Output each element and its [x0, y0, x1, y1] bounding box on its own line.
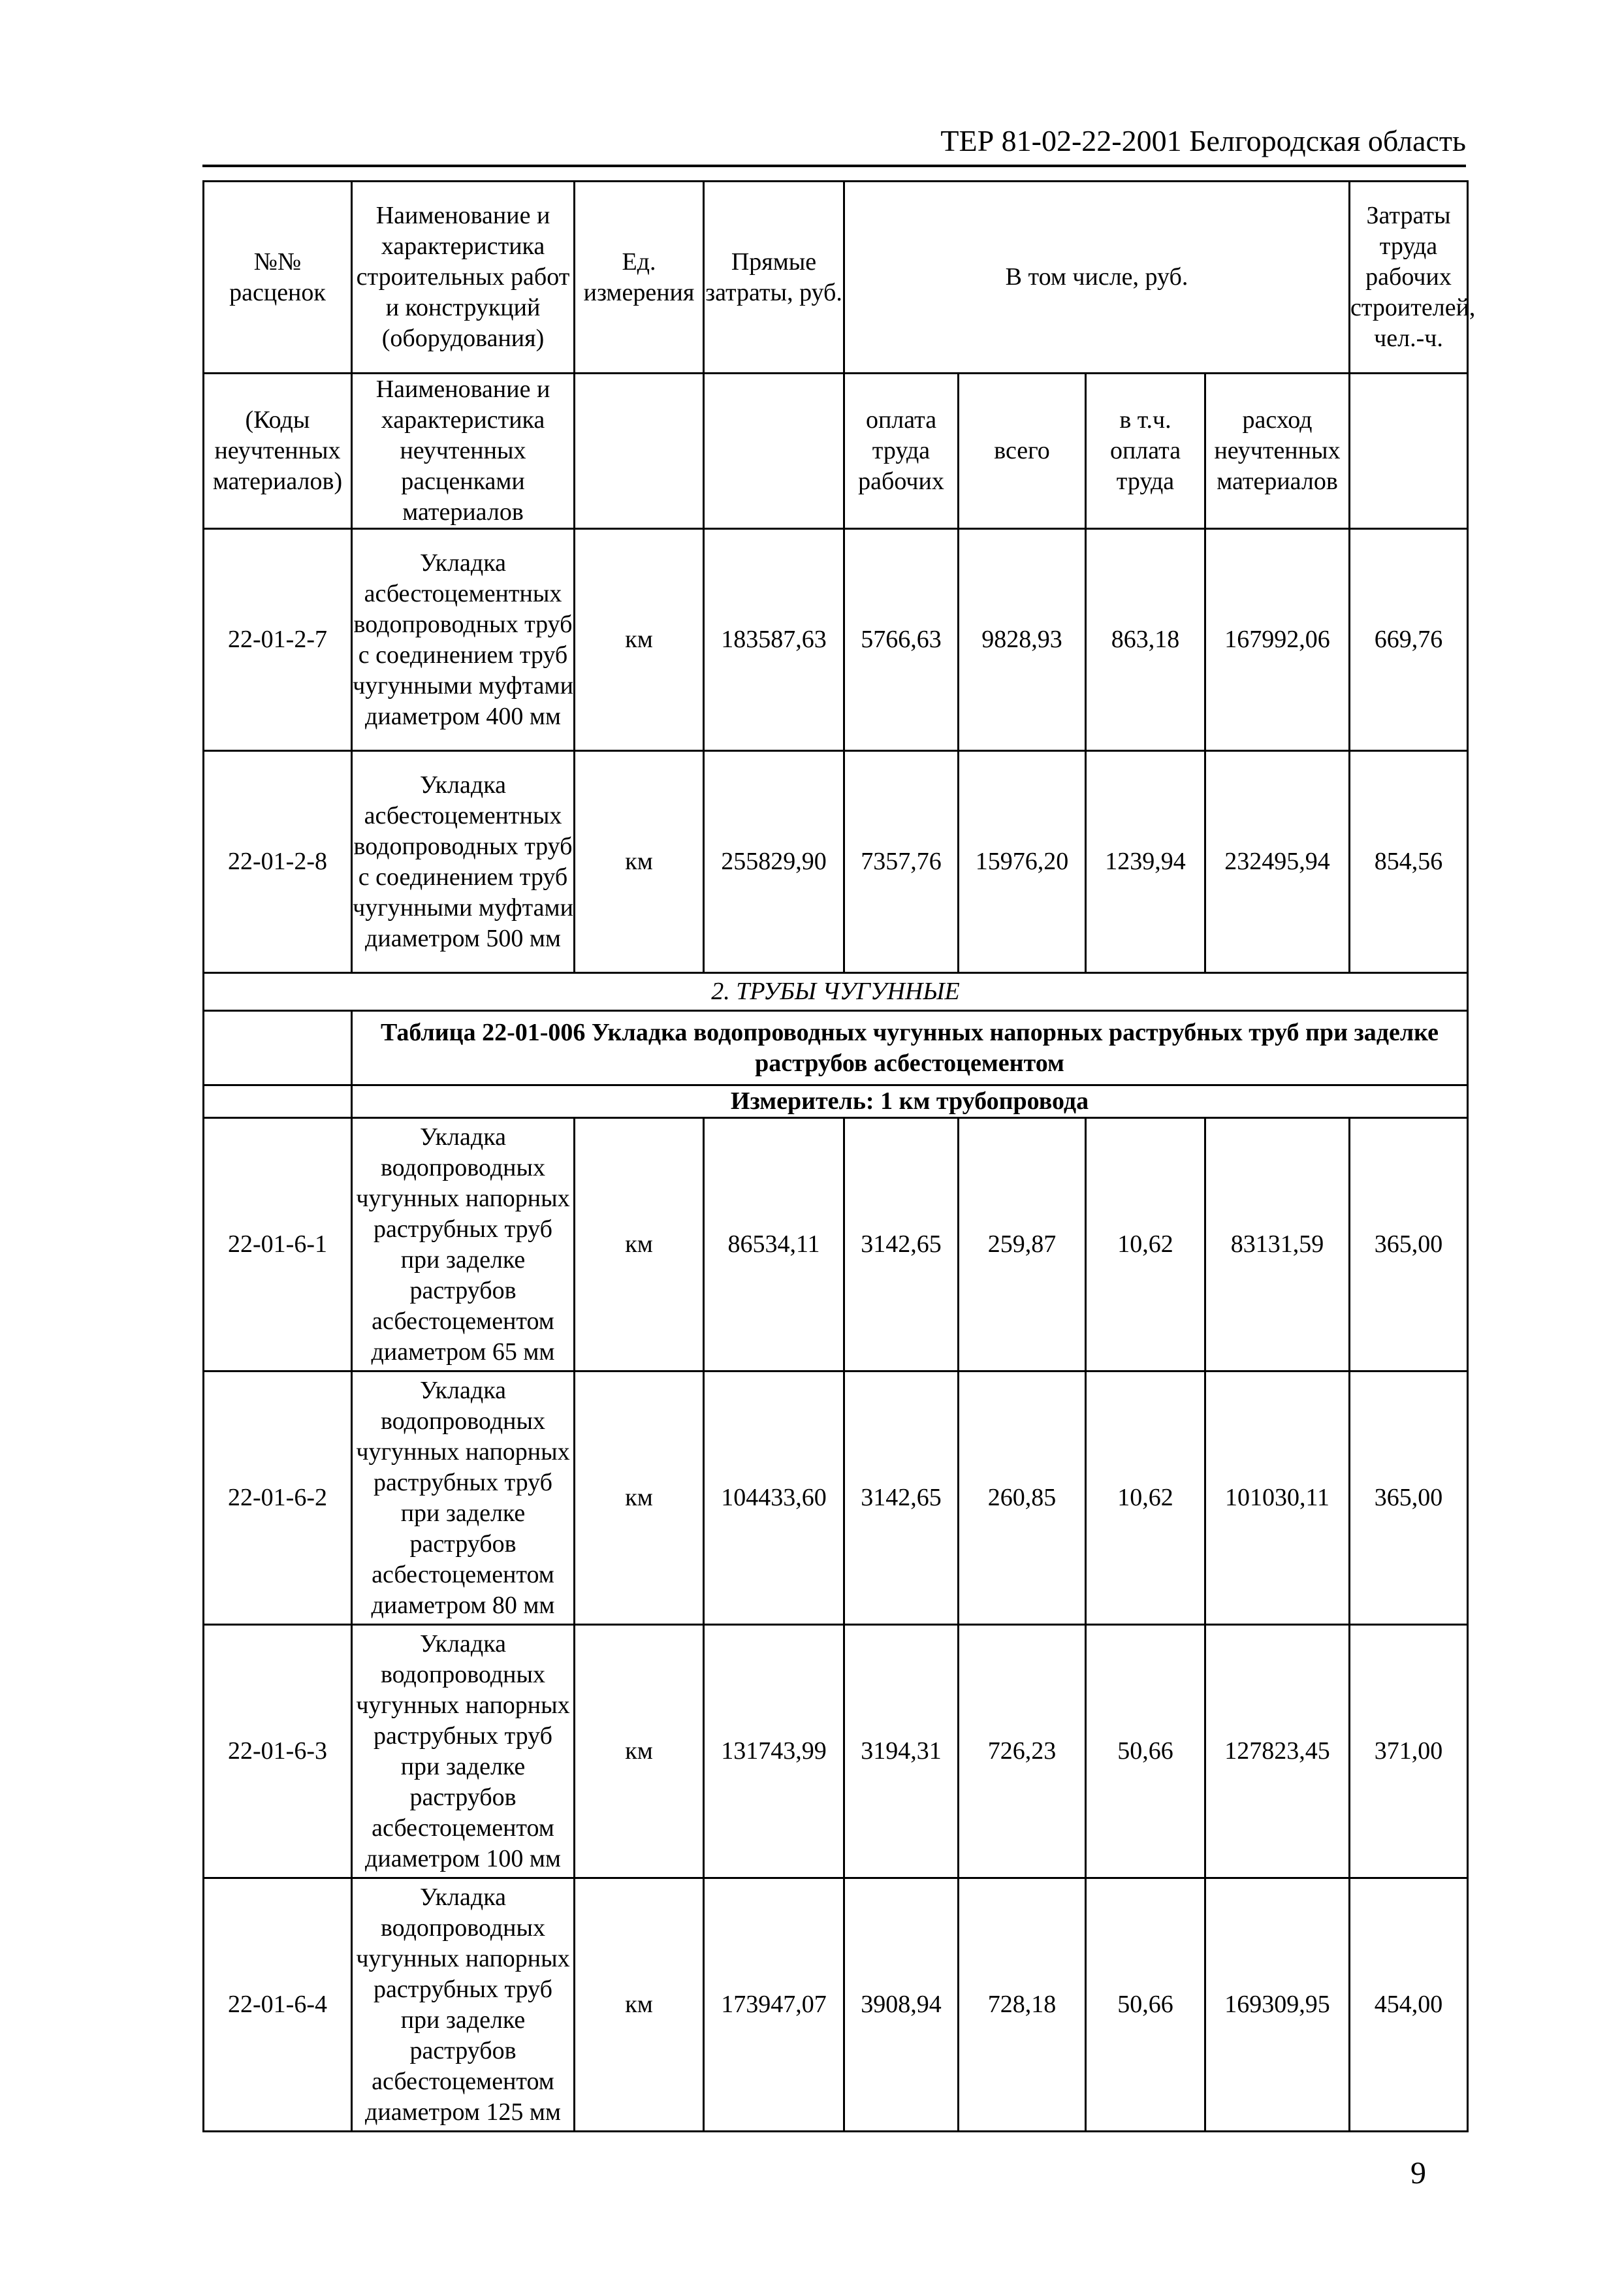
unit-header-filler	[575, 374, 704, 529]
col-header-labor: Затраты труда рабочих строителей, чел.-ч.	[1350, 182, 1468, 374]
table-title-row	[204, 1011, 1468, 1085]
work-name: Укладка водопроводных чугунных напорных раструбных труб при заделке раструбов асбестоцементом диаметром 65 мм	[352, 1118, 575, 1371]
direct-costs: 183587,63	[704, 529, 844, 751]
unit: км	[575, 1625, 704, 1878]
col-header-name: Наименование и характеристика строительных работ и конструкций (оборудования)	[352, 182, 575, 374]
materials: 101030,11	[1205, 1371, 1350, 1625]
machines-total: 728,18	[959, 1878, 1086, 2132]
table-meter: Измеритель: 1 км трубопровода	[352, 1085, 1468, 1118]
direct-costs: 255829,90	[704, 751, 844, 973]
wages: 7357,76	[844, 751, 959, 973]
machines-wages: 10,62	[1086, 1371, 1205, 1625]
table-row	[204, 1878, 1468, 2132]
labor: 854,56	[1350, 751, 1468, 973]
wages: 3142,65	[844, 1371, 959, 1625]
table-row	[204, 1371, 1468, 1625]
col-header-machines-wages: в т.ч. оплата труда	[1086, 374, 1205, 529]
section-title: 2. ТРУБЫ ЧУГУННЫЕ	[204, 973, 1468, 1011]
labor: 365,00	[1350, 1371, 1468, 1625]
rates-table	[202, 180, 1476, 2132]
header-row-1	[204, 182, 1468, 374]
rate-code: 22-01-2-7	[204, 529, 352, 751]
labor: 365,00	[1350, 1118, 1468, 1371]
work-name: Укладка асбестоцементных водопроводных труб с соединением труб чугунными муфтами диаметром 500 мм	[352, 751, 575, 973]
wages: 5766,63	[844, 529, 959, 751]
materials: 167992,06	[1205, 529, 1350, 751]
wages: 3194,31	[844, 1625, 959, 1878]
machines-wages: 50,66	[1086, 1878, 1205, 2132]
materials: 169309,95	[1205, 1878, 1350, 2132]
wages: 3908,94	[844, 1878, 959, 2132]
col-header-unaccounted-name: Наименование и характеристика неучтенных расценками материалов	[352, 374, 575, 529]
unit: км	[575, 1878, 704, 2132]
rate-code: 22-01-6-1	[204, 1118, 352, 1371]
unit: км	[575, 1371, 704, 1625]
unit: км	[575, 1118, 704, 1371]
direct-header-filler	[704, 374, 844, 529]
col-header-code: №№ расценок	[204, 182, 352, 374]
machines-wages: 863,18	[1086, 529, 1205, 751]
machines-wages: 50,66	[1086, 1625, 1205, 1878]
col-header-including: В том числе, руб.	[844, 182, 1350, 374]
direct-costs: 131743,99	[704, 1625, 844, 1878]
table-row	[204, 1118, 1468, 1371]
col-header-materials-consumption: расход неучтенных материалов	[1205, 374, 1350, 529]
table-title: Таблица 22-01-006 Укладка водопроводных чугунных напорных раструбных труб при заделке раструбов асбестоцементом	[352, 1011, 1468, 1085]
col-header-direct-costs: Прямые затраты, руб.	[704, 182, 844, 374]
direct-costs: 173947,07	[704, 1878, 844, 2132]
materials: 127823,45	[1205, 1625, 1350, 1878]
page-number: 9	[1410, 2156, 1426, 2190]
col-header-unaccounted-codes: (Коды неучтенных материалов)	[204, 374, 352, 529]
rate-code: 22-01-6-4	[204, 1878, 352, 2132]
labor: 454,00	[1350, 1878, 1468, 2132]
machines-wages: 1239,94	[1086, 751, 1205, 973]
col-header-wages: оплата труда рабочих	[844, 374, 959, 529]
machines-total: 726,23	[959, 1625, 1086, 1878]
work-name: Укладка водопроводных чугунных напорных раструбных труб при заделке раструбов асбестоцементом диаметром 100 мм	[352, 1625, 575, 1878]
work-name: Укладка водопроводных чугунных напорных раструбных труб при заделке раструбов асбестоцементом диаметром 125 мм	[352, 1878, 575, 2132]
labor: 371,00	[1350, 1625, 1468, 1878]
rate-code: 22-01-6-3	[204, 1625, 352, 1878]
unit: км	[575, 751, 704, 973]
table-title-spacer	[204, 1011, 352, 1085]
header-row-2	[204, 374, 1468, 529]
wages: 3142,65	[844, 1118, 959, 1371]
machines-total: 260,85	[959, 1371, 1086, 1625]
materials: 232495,94	[1205, 751, 1350, 973]
labor-header-filler	[1350, 374, 1468, 529]
materials: 83131,59	[1205, 1118, 1350, 1371]
table-row	[204, 751, 1468, 973]
direct-costs: 86534,11	[704, 1118, 844, 1371]
rate-code: 22-01-6-2	[204, 1371, 352, 1625]
document-header: ТЕР 81-02-22-2001 Белгородская область	[202, 118, 1466, 167]
machines-total: 9828,93	[959, 529, 1086, 751]
col-header-unit: Ед. измерения	[575, 182, 704, 374]
work-name: Укладка асбестоцементных водопроводных труб с соединением труб чугунными муфтами диаметром 400 мм	[352, 529, 575, 751]
machines-total: 15976,20	[959, 751, 1086, 973]
unit: км	[575, 529, 704, 751]
meter-row	[204, 1085, 1468, 1118]
meter-spacer	[204, 1085, 352, 1118]
work-name: Укладка водопроводных чугунных напорных раструбных труб при заделке раструбов асбестоцементом диаметром 80 мм	[352, 1371, 575, 1625]
direct-costs: 104433,60	[704, 1371, 844, 1625]
section-row	[204, 973, 1468, 1011]
table-row	[204, 1625, 1468, 1878]
machines-total: 259,87	[959, 1118, 1086, 1371]
col-header-machines-total: всего	[959, 374, 1086, 529]
labor: 669,76	[1350, 529, 1468, 751]
machines-wages: 10,62	[1086, 1118, 1205, 1371]
rate-code: 22-01-2-8	[204, 751, 352, 973]
table-row	[204, 529, 1468, 751]
